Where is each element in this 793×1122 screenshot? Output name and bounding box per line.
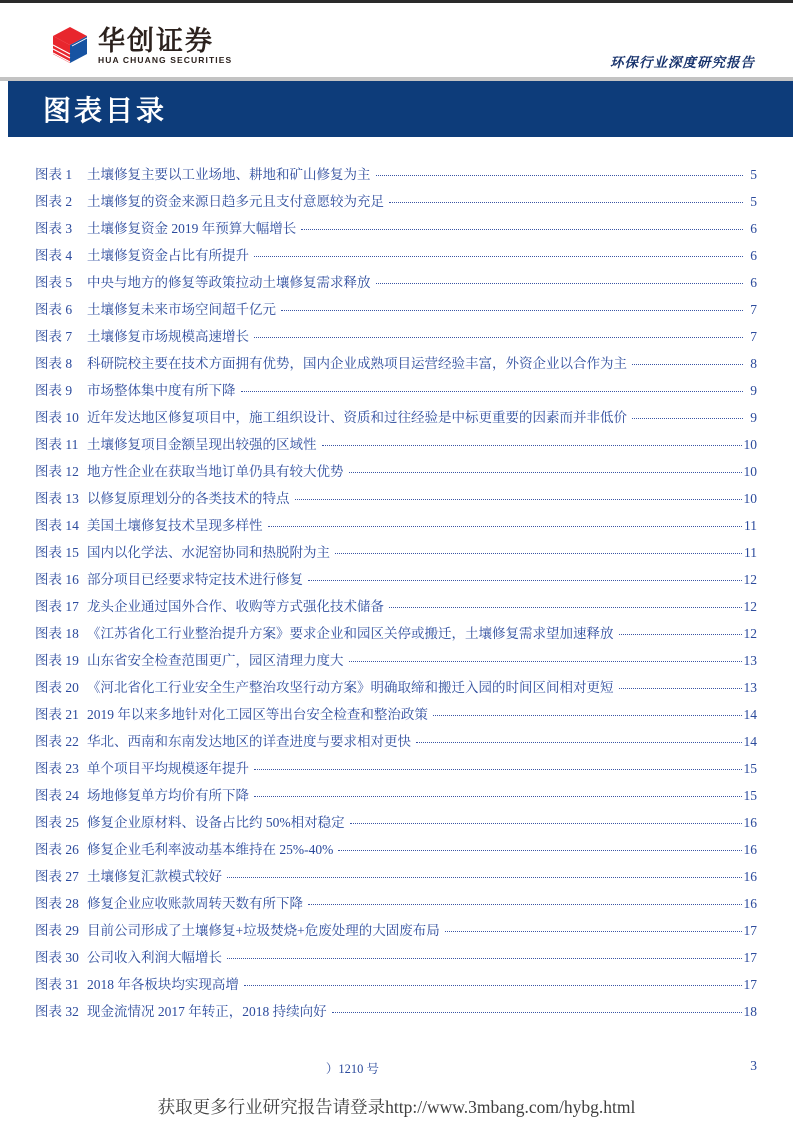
toc-entry-page-number: 12 [743,572,757,587]
toc-entry-page-number: 10 [743,464,757,479]
toc-dotted-leader [241,391,744,392]
toc-entry-row [35,676,757,703]
toc-entry-row [35,703,757,730]
toc-entry-row [35,244,757,271]
toc-entry-page-number: 9 [750,383,757,398]
toc-dotted-leader [350,823,742,824]
toc-entry-row [35,892,757,919]
toc-entry-title: 场地修复单方均价有所下降 [87,788,249,803]
toc-dotted-leader [619,688,742,689]
footer-page-number: 3 [750,1058,757,1073]
toc-dotted-leader [349,661,742,662]
toc-entry-label: 图表 15 [35,545,79,560]
toc-dotted-leader [632,364,743,365]
toc-entry-title: 土壤修复未来市场空间超千亿元 [87,302,276,317]
toc-entry-title: 目前公司形成了土壤修复+垃圾焚烧+危废处理的大固废布局 [87,923,440,938]
logo-cube-icon [50,25,90,65]
toc-entry-title: 修复企业应收账款周转天数有所下降 [87,896,303,911]
toc-entry-title: 科研院校主要在技术方面拥有优势，国内企业成熟项目运营经验丰富，外资企业以合作为主 [87,356,627,371]
toc-entry-row [35,946,757,973]
toc-entry-row [35,325,757,352]
toc-entry-title: 土壤修复资金 2019 年预算大幅增长 [87,221,297,236]
toc-entry-title: 土壤修复项目金额呈现出较强的区域性 [87,437,317,452]
toc-dotted-leader [389,607,742,608]
toc-entry-label: 图表 9 [35,383,73,398]
toc-entry-label: 图表 32 [35,1004,79,1019]
toc-entry-row [35,919,757,946]
toc-entry-label: 图表 7 [35,329,73,344]
toc-dotted-leader [322,445,742,446]
toc-entry-row [35,1000,757,1027]
report-type-label: 环保行业深度研究报告 [610,55,755,70]
toc-dotted-leader [308,580,742,581]
toc-entry-label: 图表 20 [35,680,79,695]
toc-entry-page-number: 9 [750,410,757,425]
toc-entry-page-number: 13 [743,653,757,668]
toc-entry-page-number: 5 [750,167,757,182]
toc-entry-page-number: 16 [743,869,757,884]
toc-entry-title: 山东省安全检查范围更广，园区清理力度大 [87,653,344,668]
toc-dotted-leader [254,769,742,770]
toc-entry-label: 图表 3 [35,221,73,236]
toc-entry-row [35,514,757,541]
toc-dotted-leader [295,499,742,500]
toc-entry-title: 修复企业原材料、设备占比约 50%相对稳定 [87,815,345,830]
toc-entry-label: 图表 1 [35,167,73,182]
toc-entry-label: 图表 14 [35,518,79,533]
toc-entry-label: 图表 22 [35,734,79,749]
toc-entry-page-number: 7 [750,302,757,317]
toc-entry-row [35,784,757,811]
toc-entry-title: 国内以化学法、水泥窑协同和热脱附为主 [87,545,330,560]
toc-entry-title: 土壤修复主要以工业场地、耕地和矿山修复为主 [87,167,371,182]
toc-entry-title: 《河北省化工行业安全生产整治攻坚行动方案》明确取缔和搬迁入园的时间区间相对更短 [87,680,614,695]
toc-entry-page-number: 6 [750,221,757,236]
toc-entry-label: 图表 18 [35,626,79,641]
toc-dotted-leader [301,229,743,230]
toc-entry-row [35,163,757,190]
footer-promo-link: 获取更多行业研究报告请登录http://www.3mbang.com/hybg.html [157,1097,636,1117]
section-title-banner [8,81,793,137]
logo-text [98,25,232,66]
toc-entry-page-number: 12 [743,626,757,641]
toc-dotted-leader [254,337,743,338]
toc-entry-page-number: 6 [750,248,757,263]
toc-entry-label: 图表 10 [35,410,79,425]
toc-entry-title: 2018 年各板块均实现高增 [87,977,239,992]
toc-entry-label: 图表 6 [35,302,73,317]
toc-dotted-leader [376,283,744,284]
toc-entry-title: 以修复原理划分的各类技术的特点 [87,491,290,506]
toc-entry-page-number: 5 [750,194,757,209]
toc-entry-label: 图表 4 [35,248,73,263]
toc-dotted-leader [332,1012,742,1013]
toc-entry-row [35,811,757,838]
toc-entry-row [35,271,757,298]
toc-entry-page-number: 11 [744,518,757,533]
toc-entry-label: 图表 25 [35,815,79,830]
toc-entry-page-number: 11 [744,545,757,560]
toc-dotted-leader [335,553,742,554]
toc-entry-row [35,487,757,514]
toc-entry-title: 中央与地方的修复等政策拉动土壤修复需求释放 [87,275,371,290]
toc-entry-title: 土壤修复市场规模高速增长 [87,329,249,344]
toc-entry-page-number: 16 [743,896,757,911]
toc-dotted-leader [244,985,742,986]
toc-entry-title: 土壤修复的资金来源日趋多元且支付意愿较为充足 [87,194,384,209]
toc-entry-label: 图表 2 [35,194,73,209]
toc-entry-title: 美国土壤修复技术呈现多样性 [87,518,263,533]
logo-name-cn: 华创证券 [98,26,214,56]
toc-entry-label: 图表 16 [35,572,79,587]
toc-entry-row [35,379,757,406]
toc-entry-label: 图表 21 [35,707,79,722]
toc-dotted-leader [227,877,742,878]
toc-entry-title: 近年发达地区修复项目中，施工组织设计、资质和过往经验是中标更重要的因素而并非低价 [87,410,627,425]
toc-entry-page-number: 18 [743,1004,757,1019]
toc-entry-row [35,595,757,622]
toc-entry-page-number: 17 [743,977,757,992]
toc-entry-page-number: 17 [743,923,757,938]
toc-entry-page-number: 10 [743,437,757,452]
toc-entry-label: 图表 30 [35,950,79,965]
toc-entry-row [35,190,757,217]
toc-entry-page-number: 15 [743,788,757,803]
toc-dotted-leader [227,958,742,959]
toc-entry-row [35,406,757,433]
toc-entry-page-number: 16 [743,815,757,830]
toc-entry-title: 土壤修复资金占比有所提升 [87,248,249,263]
toc-entry-label: 图表 31 [35,977,79,992]
toc-entry-page-number: 13 [743,680,757,695]
toc-entry-title: 单个项目平均规模逐年提升 [87,761,249,776]
toc-entry-label: 图表 12 [35,464,79,479]
toc-entry-title: 《江苏省化工行业整治提升方案》要求企业和园区关停或搬迁，土壤修复需求望加速释放 [87,626,614,641]
toc-dotted-leader [308,904,742,905]
figure-toc-list [0,163,793,1027]
toc-entry-page-number: 15 [743,761,757,776]
toc-entry-row [35,757,757,784]
company-logo [50,25,232,66]
toc-entry-page-number: 10 [743,491,757,506]
toc-entry-label: 图表 28 [35,896,79,911]
toc-dotted-leader [389,202,743,203]
toc-entry-title: 市场整体集中度有所下降 [87,383,236,398]
toc-dotted-leader [376,175,744,176]
toc-dotted-leader [254,256,743,257]
toc-entry-label: 图表 5 [35,275,73,290]
toc-entry-title: 现金流情况 2017 年转正，2018 持续向好 [87,1004,327,1019]
toc-dotted-leader [254,796,742,797]
toc-entry-label: 图表 13 [35,491,79,506]
toc-dotted-leader [338,850,741,851]
page-header [0,3,793,77]
toc-dotted-leader [268,526,743,527]
toc-entry-row [35,352,757,379]
toc-dotted-leader [349,472,742,473]
toc-entry-page-number: 12 [743,599,757,614]
toc-entry-page-number: 8 [750,356,757,371]
toc-entry-title: 地方性企业在获取当地订单仍具有较大优势 [87,464,344,479]
toc-entry-title: 土壤修复汇款模式较好 [87,869,222,884]
toc-dotted-leader [281,310,743,311]
toc-dotted-leader [619,634,742,635]
toc-entry-page-number: 6 [750,275,757,290]
toc-entry-page-number: 16 [743,842,757,857]
toc-entry-page-number: 7 [750,329,757,344]
toc-entry-title: 华北、西南和东南发达地区的详查进度与要求相对更快 [87,734,411,749]
toc-dotted-leader [632,418,743,419]
toc-entry-label: 图表 29 [35,923,79,938]
toc-dotted-leader [433,715,742,716]
toc-entry-label: 图表 23 [35,761,79,776]
toc-entry-title: 公司收入利润大幅增长 [87,950,222,965]
toc-dotted-leader [445,931,742,932]
toc-entry-page-number: 17 [743,950,757,965]
toc-entry-title: 2019 年以来多地针对化工园区等出台安全检查和整治政策 [87,707,428,722]
toc-entry-title: 龙头企业通过国外合作、收购等方式强化技术储备 [87,599,384,614]
toc-entry-row [35,730,757,757]
toc-entry-title: 部分项目已经要求特定技术进行修复 [87,572,303,587]
toc-entry-label: 图表 17 [35,599,79,614]
toc-entry-row [35,622,757,649]
toc-entry-row [35,217,757,244]
footer-license-number: ）1210 号 [325,1062,380,1076]
logo-name-en: HUA CHUANG SECURITIES [98,55,233,65]
toc-entry-page-number: 14 [743,734,757,749]
toc-entry-row [35,649,757,676]
toc-entry-row [35,298,757,325]
toc-entry-label: 图表 8 [35,356,73,371]
toc-entry-label: 图表 24 [35,788,79,803]
toc-entry-label: 图表 27 [35,869,79,884]
toc-entry-row [35,433,757,460]
toc-dotted-leader [416,742,742,743]
toc-entry-label: 图表 11 [35,437,79,452]
section-title: 图表目录 [43,95,168,126]
toc-entry-label: 图表 26 [35,842,79,857]
toc-entry-page-number: 14 [743,707,757,722]
toc-entry-title: 修复企业毛利率波动基本维持在 25%-40% [87,842,334,857]
toc-entry-label: 图表 19 [35,653,79,668]
toc-entry-row [35,541,757,568]
toc-entry-row [35,865,757,892]
toc-entry-row [35,460,757,487]
toc-entry-row [35,838,757,865]
toc-entry-row [35,568,757,595]
toc-entry-row [35,973,757,1000]
